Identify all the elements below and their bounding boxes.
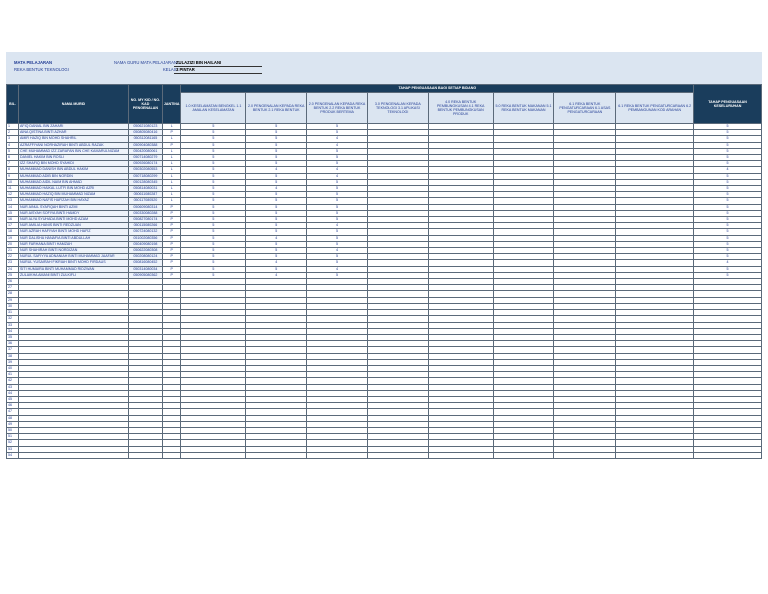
cell-jantina: L xyxy=(162,186,181,192)
cell-mykid: 050128080345 xyxy=(128,179,162,185)
cell-tahap-bidang-1: 5 xyxy=(181,223,246,229)
cell-bil: 23 xyxy=(7,260,19,266)
cell-mykid: 050904080388 xyxy=(128,142,162,148)
cell-tahap-bidang-2: 5 xyxy=(246,192,307,198)
cell-bil: 41 xyxy=(7,372,19,378)
cell-bil: 3 xyxy=(7,136,19,142)
cell-bil: 26 xyxy=(7,279,19,285)
col-header-jantina: JANTINA xyxy=(162,85,181,124)
cell-tahap-keseluruhan: 5 xyxy=(694,210,762,216)
mata-pelajaran-label: MATA PELAJARAN xyxy=(14,60,53,65)
cell-nama: SITI HUMAIRA BINTI MUHAMMAD RIDZWAN xyxy=(18,266,128,272)
cell-tahap-bidang-1: 5 xyxy=(181,161,246,167)
cell-tahap-bidang-2: 4 xyxy=(246,167,307,173)
cell-tahap-bidang-2: 5 xyxy=(246,229,307,235)
cell-tahap-bidang-3: 5 xyxy=(307,124,368,130)
cell-jantina: P xyxy=(162,210,181,216)
cell-tahap-bidang-1: 5 xyxy=(181,254,246,260)
cell-bil: 10 xyxy=(7,179,19,185)
cell-bil: 20 xyxy=(7,241,19,247)
cell-mykid: 050621080123 xyxy=(128,124,162,130)
cell-jantina: P xyxy=(162,235,181,241)
cell-tahap-bidang-1: 5 xyxy=(181,192,246,198)
cell-tahap-bidang-3: 5 xyxy=(307,229,368,235)
cell-jantina: L xyxy=(162,179,181,185)
cell-tahap-bidang-3: 5 xyxy=(307,186,368,192)
cell-tahap-keseluruhan: 5 xyxy=(694,254,762,260)
cell-tahap-keseluruhan: 5 xyxy=(694,142,762,148)
col-header-bidang-7: 6.1 REKA BENTUK PENGATURCARAAN 6.1 ASAS PENGATURCARAAN xyxy=(554,93,616,124)
cell-tahap-keseluruhan: 5 xyxy=(694,204,762,210)
cell-bil: 12 xyxy=(7,192,19,198)
cell-bil: 13 xyxy=(7,198,19,204)
cell-nama: NUR AZRAH HAFIYAH BINTI MOHD HAFIZ xyxy=(18,229,128,235)
cell-jantina: L xyxy=(162,136,181,142)
cell-bil: 5 xyxy=(7,148,19,154)
cell-tahap-bidang-2: 4 xyxy=(246,235,307,241)
cell-tahap-bidang-3: 5 xyxy=(307,161,368,167)
cell-tahap-bidang-2: 5 xyxy=(246,248,307,254)
cell-bil: 8 xyxy=(7,167,19,173)
cell-nama: NUR DALISHA HANAFIA BINTI ABDULLAH xyxy=(18,235,128,241)
cell-bil: 7 xyxy=(7,161,19,167)
cell-empty xyxy=(128,452,162,458)
cell-tahap-bidang-2: 5 xyxy=(246,173,307,179)
cell-jantina: P xyxy=(162,223,181,229)
col-header-tahap-bidang: TAHAP PENGUASAAN BAGI SETIAP BIDANG xyxy=(181,85,694,93)
cell-empty xyxy=(367,452,428,458)
cell-jantina: P xyxy=(162,248,181,254)
cell-tahap-bidang-1: 5 xyxy=(181,260,246,266)
cell-jantina: P xyxy=(162,260,181,266)
cell-bil: 47 xyxy=(7,409,19,415)
cell-bil: 39 xyxy=(7,359,19,365)
cell-tahap-keseluruhan: 5 xyxy=(694,217,762,223)
cell-bil: 14 xyxy=(7,204,19,210)
cell-nama: NUR AMILIA HANIS BINTI REDZUAN xyxy=(18,223,128,229)
cell-tahap-keseluruhan: 5 xyxy=(694,235,762,241)
cell-mykid: 050827080174 xyxy=(128,217,162,223)
cell-jantina: P xyxy=(162,266,181,272)
cell-tahap-keseluruhan: 5 xyxy=(694,266,762,272)
cell-tahap-bidang-3: 4 xyxy=(307,248,368,254)
cell-bil: 6 xyxy=(7,155,19,161)
cell-bil: 2 xyxy=(7,130,19,136)
cell-tahap-bidang-2: 5 xyxy=(246,217,307,223)
cell-mykid: 050814080031 xyxy=(128,186,162,192)
cell-tahap-keseluruhan: 5 xyxy=(694,179,762,185)
cell-bil: 53 xyxy=(7,446,19,452)
cell-tahap-bidang-2: 5 xyxy=(246,241,307,247)
cell-bil: 35 xyxy=(7,334,19,340)
col-header-mykid: NO. MY KID / NO. KAD PENGENALAN xyxy=(128,85,162,124)
col-header-bidang-3: 2.0 PENGENALAN KEPADA REKA BENTUK 2.2 REKA BENTUK PRODUK BERTEMA xyxy=(307,93,368,124)
cell-mykid: 050609080314 xyxy=(128,204,162,210)
cell-tahap-bidang-1: 5 xyxy=(181,198,246,204)
cell-bil: 32 xyxy=(7,316,19,322)
cell-tahap-bidang-1: 5 xyxy=(181,210,246,216)
cell-tahap-keseluruhan: 5 xyxy=(694,186,762,192)
cell-tahap-bidang-3: 4 xyxy=(307,173,368,179)
cell-tahap-bidang-3: 5 xyxy=(307,272,368,278)
cell-tahap-bidang-2: 5 xyxy=(246,204,307,210)
col-header-bil: BIL. xyxy=(7,85,19,124)
cell-tahap-bidang-3: 5 xyxy=(307,155,368,161)
cell-tahap-bidang-1: 5 xyxy=(181,148,246,154)
cell-nama: AINA QISTINA BINTI AZHAR xyxy=(18,130,128,136)
cell-mykid: 050805080416 xyxy=(128,130,162,136)
cell-mykid: 050314080034 xyxy=(128,266,162,272)
cell-mykid: 050718080299 xyxy=(128,173,162,179)
cell-tahap-bidang-1: 5 xyxy=(181,229,246,235)
cell-empty xyxy=(246,452,307,458)
cell-nama: IZZ SHAFIQ BIN MOHD SYAHIDI xyxy=(18,161,128,167)
cell-tahap-keseluruhan: 5 xyxy=(694,136,762,142)
cell-bil: 52 xyxy=(7,440,19,446)
cell-bil: 44 xyxy=(7,390,19,396)
cell-mykid: 050117080520 xyxy=(128,198,162,204)
cell-empty xyxy=(694,452,762,458)
kelas-underline xyxy=(174,73,262,74)
cell-mykid: 050622080308 xyxy=(128,248,162,254)
spreadsheet xyxy=(6,52,762,477)
cell-tahap-bidang-2: 5 xyxy=(246,179,307,185)
cell-empty xyxy=(616,452,694,458)
cell-bil: 42 xyxy=(7,378,19,384)
cell-tahap-bidang-1: 5 xyxy=(181,167,246,173)
cell-bil: 22 xyxy=(7,254,19,260)
cell-tahap-bidang-3: 4 xyxy=(307,136,368,142)
kelas-label: KELAS : xyxy=(163,67,179,72)
cell-tahap-keseluruhan: 5 xyxy=(694,192,762,198)
cell-tahap-bidang-2: 4 xyxy=(246,186,307,192)
cell-mykid: 050409080198 xyxy=(128,241,162,247)
cell-tahap-bidang-1: 5 xyxy=(181,248,246,254)
cell-tahap-bidang-3: 5 xyxy=(307,179,368,185)
cell-bil: 27 xyxy=(7,285,19,291)
cell-jantina: P xyxy=(162,241,181,247)
cell-bil: 4 xyxy=(7,142,19,148)
col-header-tahap-keseluruhan: TAHAP PENGUASAAN KESELURUHAN xyxy=(694,85,762,124)
cell-mykid: 050302080553 xyxy=(128,167,162,173)
cell-tahap-bidang-1: 5 xyxy=(181,217,246,223)
cell-tahap-bidang-1: 5 xyxy=(181,179,246,185)
cell-tahap-bidang-2: 4 xyxy=(246,272,307,278)
cell-bil: 37 xyxy=(7,347,19,353)
cell-tahap-bidang-2: 5 xyxy=(246,155,307,161)
cell-tahap-keseluruhan: 5 xyxy=(694,223,762,229)
cell-tahap-bidang-3: 4 xyxy=(307,223,368,229)
cell-nama: MUHAMMAD ADIB BIN NORDIN xyxy=(18,173,128,179)
cell-tahap-bidang-3: 5 xyxy=(307,210,368,216)
cell-jantina: L xyxy=(162,124,181,130)
cell-bil: 30 xyxy=(7,303,19,309)
guru-value: ZULAZIZI BIN HAILANI xyxy=(176,60,222,65)
table-row xyxy=(7,452,762,458)
cell-jantina: P xyxy=(162,254,181,260)
cell-jantina: L xyxy=(162,161,181,167)
cell-bil: 54 xyxy=(7,452,19,458)
cell-nama: MUHAMMAD HAIKAL LUTFI BIN MOHD AZRI xyxy=(18,186,128,192)
cell-tahap-bidang-2: 5 xyxy=(246,161,307,167)
cell-bil: 51 xyxy=(7,434,19,440)
cell-tahap-keseluruhan: 5 xyxy=(694,248,762,254)
cell-tahap-bidang-1: 5 xyxy=(181,266,246,272)
cell-tahap-bidang-3: 5 xyxy=(307,130,368,136)
cell-bil: 15 xyxy=(7,210,19,216)
cell-bil: 36 xyxy=(7,341,19,347)
cell-tahap-bidang-3: 5 xyxy=(307,198,368,204)
cell-tahap-bidang-3: 5 xyxy=(307,217,368,223)
cell-tahap-keseluruhan: 5 xyxy=(694,272,762,278)
info-panel xyxy=(6,52,762,84)
cell-bil: 11 xyxy=(7,186,19,192)
cell-bil: 9 xyxy=(7,173,19,179)
cell-mykid: 050115080266 xyxy=(128,223,162,229)
cell-tahap-keseluruhan: 5 xyxy=(694,148,762,154)
cell-nama: MUHAMMAD AIDIL NAIM BIN AHMAD xyxy=(18,179,128,185)
cell-empty xyxy=(493,452,554,458)
cell-nama: AFIQ DANIAL BIN ZAHARI xyxy=(18,124,128,130)
cell-nama: MUHAMMAD HAZIQ BIN MUHAMMAD NIZAM xyxy=(18,192,128,198)
cell-bil: 16 xyxy=(7,217,19,223)
cell-bil: 29 xyxy=(7,297,19,303)
cell-nama: NUR FARHANA BINTI HAMZAH xyxy=(18,241,128,247)
cell-tahap-bidang-2: 5 xyxy=(246,210,307,216)
cell-nama: AMIR HAZIQ BIN MOHD SHAHRIL xyxy=(18,136,128,142)
col-header-bidang-6: 5.0 REKA BENTUK MAKANAN 5.1 REKA BENTUK MAKANAN xyxy=(493,93,554,124)
cell-mykid: 050926080174 xyxy=(128,161,162,167)
cell-bil: 45 xyxy=(7,396,19,402)
cell-jantina: P xyxy=(162,229,181,235)
cell-jantina: L xyxy=(162,155,181,161)
cell-mykid: 050420080061 xyxy=(128,148,162,154)
cell-tahap-bidang-1: 5 xyxy=(181,130,246,136)
col-header-bidang-2: 2.0 PENGENALAN KEPADA REKA BENTUK 2.1 REKA BENTUK xyxy=(246,93,307,124)
cell-tahap-bidang-2: 5 xyxy=(246,254,307,260)
cell-mykid: 050714080279 xyxy=(128,155,162,161)
col-header-bidang-5: 4.0 REKA BENTUK PEMBUNGKUSAN 4.1 REKA BENTUK PEMBUNGKUSAN PRODUK xyxy=(428,93,493,124)
cell-tahap-bidang-1: 5 xyxy=(181,241,246,247)
cell-bil: 1 xyxy=(7,124,19,130)
cell-bil: 21 xyxy=(7,248,19,254)
cell-jantina: L xyxy=(162,148,181,154)
cell-tahap-bidang-1: 5 xyxy=(181,272,246,278)
cell-tahap-bidang-2: 5 xyxy=(246,266,307,272)
cell-jantina: P xyxy=(162,217,181,223)
cell-nama: MUHAMMAD NAFIS HAFIZAH BIN HAYAZ xyxy=(18,198,128,204)
cell-tahap-bidang-2: 5 xyxy=(246,130,307,136)
col-header-bidang-8: 6.1 REKA BENTUK PENGATURCARAAN 6.2 PEMBANGUNAN KOD ARAHAN xyxy=(616,93,694,124)
col-header-bidang-4: 3.0 PENGENALAN KEPADA TEKNOLOGI 3.1 APLIKASI TEKNOLOGI xyxy=(367,93,428,124)
cell-bil: 49 xyxy=(7,421,19,427)
cell-jantina: L xyxy=(162,198,181,204)
cell-empty xyxy=(181,452,246,458)
cell-mykid: 050330080288 xyxy=(128,210,162,216)
cell-tahap-keseluruhan: 4 xyxy=(694,167,762,173)
cell-mykid: 050816080452 xyxy=(128,260,162,266)
cell-tahap-bidang-1: 5 xyxy=(181,124,246,130)
cell-nama: AZRAFFIYANI NORHAZIRAH BINTI ABDUL RAZAK xyxy=(18,142,128,148)
cell-tahap-keseluruhan: 5 xyxy=(694,198,762,204)
cell-tahap-bidang-1: 5 xyxy=(181,136,246,142)
cell-mykid: 051002080356 xyxy=(128,235,162,241)
cell-mykid: 050724080132 xyxy=(128,229,162,235)
cell-nama: NURUL YUSAIRAH FIKRIAH BINTI MOHD FIRDAUS xyxy=(18,260,128,266)
cell-nama: NUR AISYAH SOFIYA BINTI HAMDY xyxy=(18,210,128,216)
cell-tahap-bidang-2: 5 xyxy=(246,148,307,154)
cell-tahap-bidang-3: 5 xyxy=(307,204,368,210)
cell-nama: CHE MUHAMMAD IZZ ZARAFAN BIN CHE KAMARULNIZAM xyxy=(18,148,128,154)
cell-nama: ZULAIKHA AMANI BINTI ZULKIFLI xyxy=(18,272,128,278)
cell-tahap-bidang-1: 5 xyxy=(181,186,246,192)
cell-bil: 24 xyxy=(7,266,19,272)
cell-empty xyxy=(307,452,368,458)
cell-tahap-keseluruhan: 5 xyxy=(694,241,762,247)
cell-nama: NUR ALYA SYUHADA BINTI MOHD AZAM xyxy=(18,217,128,223)
cell-nama: MUHAMMAD DANISH BIN ABDUL HAKIM xyxy=(18,167,128,173)
cell-bil: 40 xyxy=(7,365,19,371)
cell-tahap-keseluruhan: 5 xyxy=(694,229,762,235)
cell-bil: 25 xyxy=(7,272,19,278)
col-header-nama: NAMA MURID xyxy=(18,85,128,124)
cell-tahap-bidang-3: 4 xyxy=(307,142,368,148)
cell-tahap-bidang-3: 5 xyxy=(307,254,368,260)
cell-bil: 18 xyxy=(7,229,19,235)
cell-bil: 43 xyxy=(7,384,19,390)
cell-bil: 33 xyxy=(7,322,19,328)
cell-tahap-bidang-1: 5 xyxy=(181,155,246,161)
cell-tahap-bidang-2: 5 xyxy=(246,124,307,130)
cell-tahap-keseluruhan: 5 xyxy=(694,155,762,161)
student-table xyxy=(6,84,762,459)
cell-jantina: L xyxy=(162,167,181,173)
cell-tahap-bidang-2: 4 xyxy=(246,260,307,266)
cell-bil: 17 xyxy=(7,223,19,229)
cell-jantina: P xyxy=(162,204,181,210)
cell-nama: NUR SHAHIRAH BINTI NORDIZAN xyxy=(18,248,128,254)
cell-tahap-bidang-1: 5 xyxy=(181,173,246,179)
cell-tahap-keseluruhan: 5 xyxy=(694,161,762,167)
cell-tahap-bidang-1: 5 xyxy=(181,235,246,241)
cell-tahap-bidang-3: 4 xyxy=(307,266,368,272)
cell-empty xyxy=(162,452,181,458)
cell-jantina: P xyxy=(162,142,181,148)
cell-tahap-bidang-3: 5 xyxy=(307,192,368,198)
cell-nama: NURUL SAFIYYA ADNANIAH BINTI MUHAMMAD JAAFAR xyxy=(18,254,128,260)
cell-tahap-bidang-2: 5 xyxy=(246,223,307,229)
kelas-value: 3 PINTAR xyxy=(176,67,195,72)
cell-bil: 28 xyxy=(7,291,19,297)
cell-tahap-keseluruhan: 5 xyxy=(694,130,762,136)
col-header-bidang-1: 1.0 KESELAMATAN BENGKEL 1.1 AMALAN KESELAMATAN xyxy=(181,93,246,124)
cell-jantina: P xyxy=(162,272,181,278)
cell-tahap-keseluruhan: 4 xyxy=(694,260,762,266)
cell-empty xyxy=(18,452,128,458)
cell-tahap-bidang-3: 4 xyxy=(307,167,368,173)
cell-tahap-bidang-2: 5 xyxy=(246,142,307,148)
mata-pelajaran-value: REKA BENTUK TEKNOLOGI xyxy=(14,67,69,72)
cell-jantina: P xyxy=(162,130,181,136)
cell-empty xyxy=(428,452,493,458)
cell-mykid: 050905080362 xyxy=(128,272,162,278)
cell-tahap-bidang-2: 5 xyxy=(246,136,307,142)
guru-label: NAMA GURU MATA PELAJARAN : xyxy=(114,60,180,65)
cell-jantina: L xyxy=(162,173,181,179)
cell-tahap-bidang-1: 5 xyxy=(181,142,246,148)
cell-bil: 48 xyxy=(7,415,19,421)
cell-bil: 19 xyxy=(7,235,19,241)
cell-tahap-bidang-2: 5 xyxy=(246,198,307,204)
cell-mykid: 050208080124 xyxy=(128,254,162,260)
cell-nama: DANIEL HAKIM BIN ROSLI xyxy=(18,155,128,161)
cell-mykid: 050611080287 xyxy=(128,192,162,198)
cell-bil: 31 xyxy=(7,310,19,316)
cell-tahap-keseluruhan: 5 xyxy=(694,173,762,179)
cell-bil: 46 xyxy=(7,403,19,409)
cell-tahap-bidang-3: 5 xyxy=(307,260,368,266)
cell-jantina: L xyxy=(162,192,181,198)
cell-tahap-bidang-3: 5 xyxy=(307,241,368,247)
cell-tahap-bidang-3: 5 xyxy=(307,235,368,241)
cell-nama: NUR AINUL SYAFIQAH BINTI AZMI xyxy=(18,204,128,210)
cell-bil: 38 xyxy=(7,353,19,359)
cell-tahap-keseluruhan: 5 xyxy=(694,124,762,130)
cell-mykid: 050312081165 xyxy=(128,136,162,142)
cell-tahap-bidang-3: 5 xyxy=(307,148,368,154)
cell-tahap-bidang-1: 5 xyxy=(181,204,246,210)
cell-bil: 34 xyxy=(7,328,19,334)
cell-bil: 50 xyxy=(7,427,19,433)
cell-empty xyxy=(554,452,616,458)
